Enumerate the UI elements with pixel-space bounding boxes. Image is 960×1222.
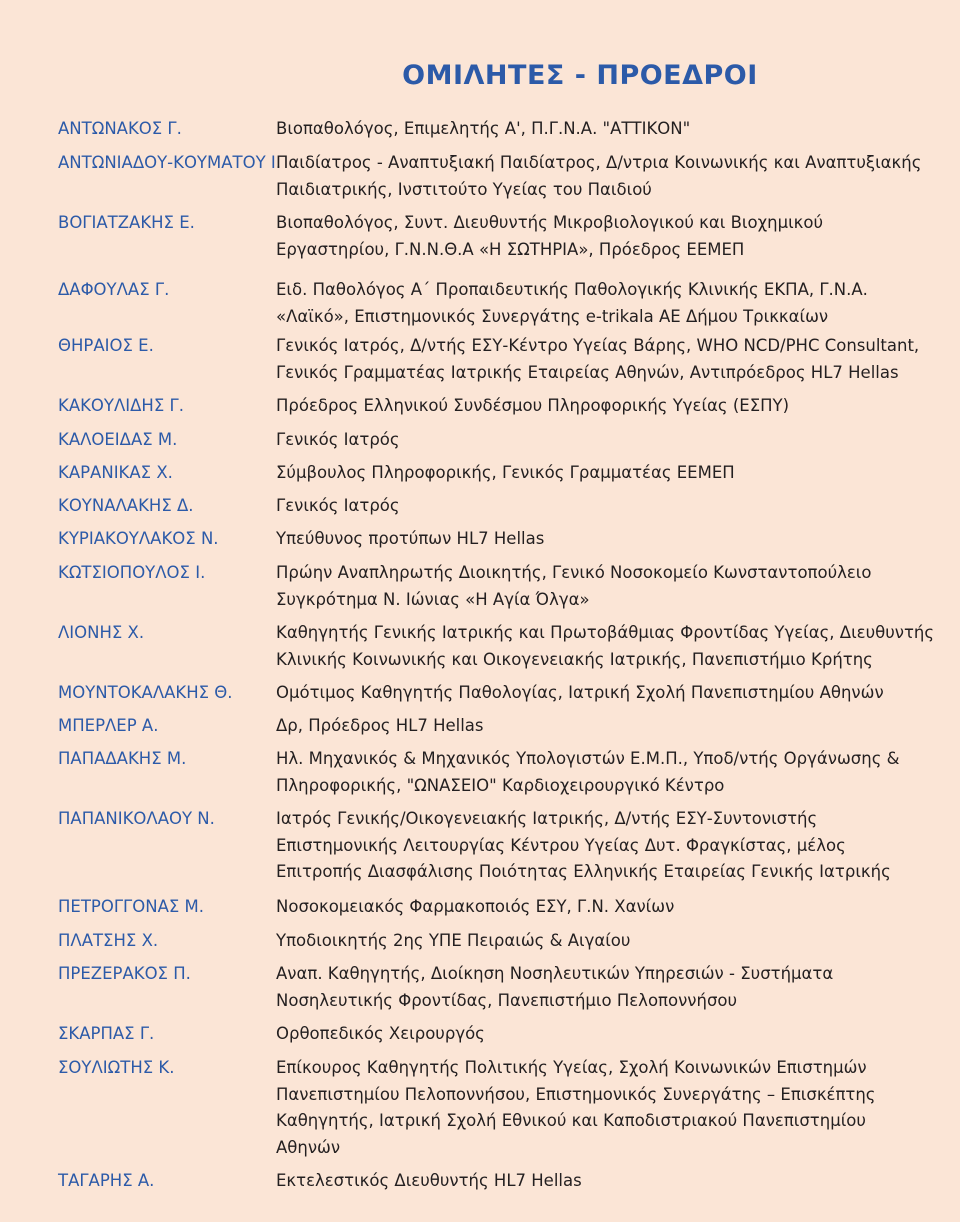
speaker-description-line: Πληροφορικής, "ΩΝΑΣΕΙΟ" Καρδιοχειρουργικό Κέντρο	[276, 775, 725, 795]
speaker-description-line: Ηλ. Μηχανικός & Μηχανικός Υπολογιστών Ε.Μ.Π., Υποδ/ντής Οργάνωσης &	[276, 749, 900, 768]
speaker-description-line: Επιτροπής Διασφάλισης Ποιότητας Ελληνικής Εταιρείας Γενικής Ιατρικής	[276, 862, 891, 881]
speaker-name: ΚΑΚΟΥΛΙΔΗΣ Γ.	[58, 396, 184, 415]
speaker-name: ΚΩΤΣΙΟΠΟΥΛΟΣ Ι.	[58, 563, 206, 582]
speaker-description	[276, 333, 920, 386]
speaker-name: ΚΟΥΝΑΛΑΚΗΣ Δ.	[58, 496, 194, 515]
speaker-description-line: Υποδιοικητής 2ης ΥΠΕ Πειραιώς & Αιγαίου	[276, 931, 631, 950]
page-title-text: ΟΜΙΛΗΤΕΣ - ΠΡΟΕΔΡΟΙ	[402, 60, 758, 91]
speaker-description-line: Γενικός Ιατρός	[276, 430, 400, 449]
speaker-description	[276, 393, 916, 420]
speaker-description	[276, 713, 916, 740]
speaker-description-line: Καθηγητής Γενικής Ιατρικής και Πρωτοβάθμιας Φροντίδας Υγείας, Διευθυντής	[276, 623, 935, 642]
speaker-description-line: Πρόεδρος Ελληνικού Συνδέσμου Πληροφορικής Υγείας (ΕΣΠΥ)	[276, 396, 790, 415]
speaker-description	[276, 746, 916, 799]
speaker-description-line: Κλινικής Κοινωνικής και Οικογενειακής Ιατρικής, Πανεπιστήμιο Κρήτης	[276, 649, 873, 669]
speaker-description	[276, 116, 916, 143]
speaker-description-line: Γενικός Ιατρός	[276, 496, 400, 515]
speaker-description-line: Πρώην Αναπληρωτής Διοικητής, Γενικό Νοσοκομείο Κωνσταντοπούλειο	[276, 563, 872, 582]
speaker-description-line: Αναπ. Καθηγητής, Διοίκηση Νοσηλευτικών Υπηρεσιών - Συστήματα	[276, 964, 834, 983]
speaker-name: ΘΗΡΑΙΟΣ Ε.	[58, 336, 154, 355]
speaker-description	[276, 560, 916, 613]
speaker-description	[276, 1168, 916, 1195]
speaker-description	[276, 961, 916, 1014]
speaker-description-line: Σύμβουλος Πληροφορικής, Γενικός Γραμματέας ΕΕΜΕΠ	[276, 463, 735, 482]
speaker-description	[276, 1021, 916, 1048]
speaker-name: ΛΙΟΝΗΣ Χ.	[58, 623, 145, 642]
speaker-name: ΔΑΦΟΥΛΑΣ Γ.	[58, 280, 170, 299]
speaker-description	[276, 894, 916, 921]
speaker-description	[276, 277, 916, 330]
speaker-description-line: Παιδιατρικής, Ινστιτούτο Υγείας του Παιδιού	[276, 179, 652, 199]
speaker-name: ΠΕΤΡΟΓΓΟΝΑΣ Μ.	[58, 897, 205, 916]
speaker-description-line: Δρ, Πρόεδρος HL7 Hellas	[276, 716, 484, 735]
speaker-name: ΠΡΕΖΕΡΑΚΟΣ Π.	[58, 964, 191, 983]
speaker-name: ΠΛΑΤΣΗΣ Χ.	[58, 931, 159, 950]
speaker-name: ΑΝΤΩΝΑΚΟΣ Γ.	[58, 119, 182, 138]
speaker-description-line: Πανεπιστημίου Πελοποννήσου, Επιστημονικός Συνεργάτης – Επισκέπτης	[276, 1084, 876, 1104]
speaker-description-line: Γενικός Ιατρός, Δ/ντής ΕΣΥ-Κέντρο Υγείας Βάρης, WHO NCD/PHC Consultant,	[276, 336, 920, 355]
speaker-description	[276, 1055, 916, 1161]
speaker-description	[276, 210, 916, 263]
speaker-description	[276, 427, 916, 454]
speaker-name: ΑΝΤΩΝΙΑΔΟΥ-ΚΟΥΜΑΤΟΥ Ι.	[58, 153, 282, 172]
speaker-description-line: Νοσοκομειακός Φαρμακοποιός ΕΣΥ, Γ.Ν. Χανίων	[276, 897, 675, 916]
speaker-description-line: Εργαστηρίου, Γ.Ν.Ν.Θ.Α «Η ΣΩΤΗΡΙΑ», Πρόεδρος ΕΕΜΕΠ	[276, 239, 745, 259]
speaker-description	[276, 806, 916, 886]
speaker-description	[276, 526, 916, 553]
speaker-description-line: Ιατρός Γενικής/Οικογενειακής Ιατρικής, Δ/ντής ΕΣΥ-Συντονιστής	[276, 809, 818, 828]
speaker-name: ΠΑΠΑΔΑΚΗΣ Μ.	[58, 749, 187, 768]
speaker-description	[276, 620, 935, 673]
speaker-name: ΚΑΛΟΕΙΔΑΣ Μ.	[58, 430, 178, 449]
speaker-description-line: Υπεύθυνος προτύπων HL7 Hellas	[276, 529, 545, 548]
speaker-description-line: «Λαϊκό», Επιστημονικός Συνεργάτης e-trikala ΑΕ Δήμου Τρικκαίων	[276, 306, 829, 326]
speaker-name: ΜΠΕΡΛΕΡ Α.	[58, 716, 159, 735]
speaker-description-line: Επίκουρος Καθηγητής Πολιτικής Υγείας, Σχολή Κοινωνικών Επιστημών	[276, 1058, 867, 1077]
speaker-description-line: Ορθοπεδικός Χειρουργός	[276, 1024, 485, 1043]
speaker-description-line: Αθηνών	[276, 1137, 341, 1157]
speaker-description-line: Βιοπαθολόγος, Συντ. Διευθυντής Μικροβιολογικού και Βιοχημικού	[276, 213, 824, 232]
speaker-description-line: Γενικός Γραμματέας Ιατρικής Εταιρείας Αθηνών, Αντιπρόεδρος HL7 Hellas	[276, 362, 899, 382]
speaker-description-line: Ειδ. Παθολόγος Α΄ Προπαιδευτικής Παθολογικής Κλινικής ΕΚΠΑ, Γ.Ν.Α.	[276, 280, 868, 299]
speaker-description-line: Ομότιμος Καθηγητής Παθολογίας, Ιατρική Σχολή Πανεπιστημίου Αθηνών	[276, 683, 884, 702]
speaker-name: ΠΑΠΑΝΙΚΟΛΑΟΥ Ν.	[58, 809, 215, 828]
speaker-description-line: Νοσηλευτικής Φροντίδας, Πανεπιστήμιο Πελοποννήσου	[276, 990, 738, 1010]
speaker-name: ΜΟΥΝΤΟΚΑΛΑΚΗΣ Θ.	[58, 683, 233, 702]
speaker-description	[276, 493, 916, 520]
speaker-description	[276, 680, 916, 707]
page-title	[0, 60, 960, 91]
speaker-description-line: Βιοπαθολόγος, Επιμελητής Α', Π.Γ.Ν.Α. "ΑΤΤΙΚΟΝ"	[276, 119, 691, 138]
speaker-description-line: Καθηγητής, Ιατρική Σχολή Εθνικού και Καποδιστριακού Πανεπιστημίου	[276, 1111, 866, 1130]
speaker-description	[276, 928, 916, 955]
speaker-description-line: Εκτελεστικός Διευθυντής HL7 Hellas	[276, 1171, 582, 1190]
speaker-description-line: Παιδίατρος - Αναπτυξιακή Παιδίατρος, Δ/ντρια Κοινωνικής και Αναπτυξιακής	[276, 153, 922, 172]
speaker-name: ΚΥΡΙΑΚΟΥΛΑΚΟΣ Ν.	[58, 529, 219, 548]
speaker-name: ΣΚΑΡΠΑΣ Γ.	[58, 1024, 155, 1043]
speaker-name: ΤΑΓΑΡΗΣ Α.	[58, 1171, 155, 1190]
speaker-description	[276, 150, 922, 203]
speaker-description	[276, 460, 916, 487]
speaker-description-line: Επιστημονικής Λειτουργίας Κέντρου Υγείας Δυτ. Φραγκίστας, μέλος	[276, 835, 846, 855]
speaker-name: ΒΟΓΙΑΤΖΑΚΗΣ Ε.	[58, 213, 195, 232]
speaker-name: ΚΑΡΑΝΙΚΑΣ Χ.	[58, 463, 173, 482]
speaker-description-line: Συγκρότημα Ν. Ιώνιας «Η Αγία Όλγα»	[276, 589, 590, 609]
speaker-name: ΣΟΥΛΙΩΤΗΣ Κ.	[58, 1058, 175, 1077]
